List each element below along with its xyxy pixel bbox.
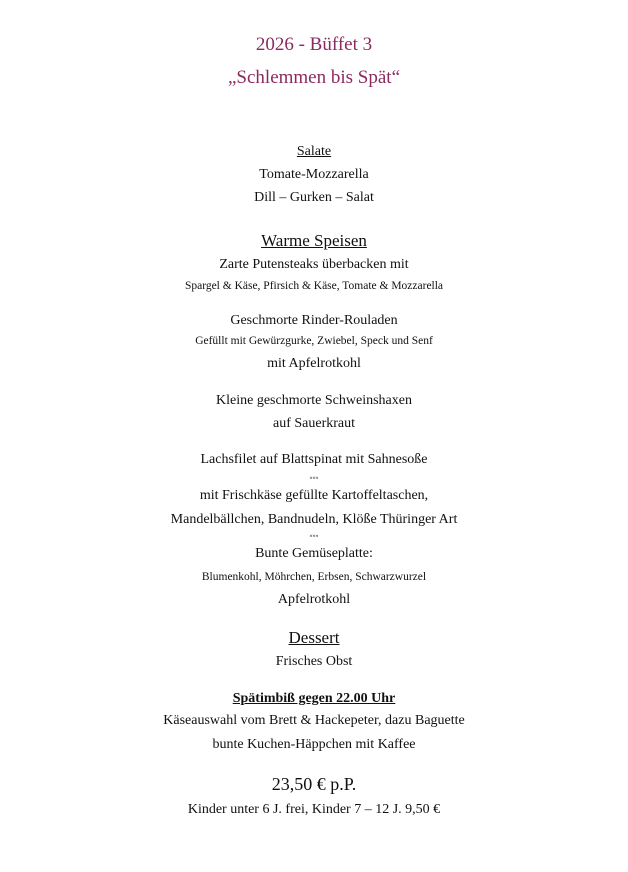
menu-item-detail: Spargel & Käse, Pfirsich & Käse, Tomate & Mozzarella: [184, 280, 444, 292]
menu-item: Frisches Obst: [275, 654, 353, 669]
menu-item: Dill – Gurken – Salat: [254, 190, 374, 205]
separator: »»»: [309, 533, 319, 539]
menu-item: mit Apfelrotkohl: [267, 356, 361, 371]
menu-item: Kleine geschmorte Schweinshaxen: [216, 393, 412, 408]
section-heading-dessert: Dessert: [288, 628, 340, 647]
menu-item: Mandelbällchen, Bandnudeln, Klöße Thüringer Art: [170, 512, 458, 527]
menu-item: Tomate-Mozzarella: [259, 167, 369, 182]
menu-item: Apfelrotkohl: [277, 592, 351, 607]
menu-subtitle: „Schlemmen bis Spät“: [227, 67, 401, 88]
menu-item: Käseauswahl vom Brett & Hackepeter, dazu Baguette: [163, 713, 465, 728]
menu-item: Zarte Putensteaks überbacken mit: [219, 257, 409, 272]
menu-title: 2026 - Büffet 3: [255, 34, 373, 55]
menu-item: mit Frischkäse gefüllte Kartoffeltaschen,: [199, 488, 429, 503]
menu-item: Bunte Gemüseplatte:: [255, 546, 373, 561]
menu-item-detail: Blumenkohl, Möhrchen, Erbsen, Schwarzwurzel: [201, 571, 427, 583]
section-heading-spaetimbiss: Spätimbiß gegen 22.00 Uhr: [232, 691, 396, 706]
section-heading-warme-speisen: Warme Speisen: [261, 231, 367, 250]
menu-item: Geschmorte Rinder-Rouladen: [230, 313, 398, 328]
menu-item: bunte Kuchen-Häppchen mit Kaffee: [212, 737, 416, 752]
section-heading-salate: Salate: [296, 144, 332, 159]
menu-item: auf Sauerkraut: [272, 416, 356, 431]
children-price: Kinder unter 6 J. frei, Kinder 7 – 12 J. 9,50 €: [187, 802, 441, 817]
price-per-person: 23,50 € p.P.: [271, 774, 357, 794]
menu-item: Lachsfilet auf Blattspinat mit Sahnesoße: [200, 452, 428, 467]
menu-item-detail: Gefüllt mit Gewürzgurke, Zwiebel, Speck und Senf: [195, 335, 433, 347]
separator: »»»: [309, 475, 319, 481]
